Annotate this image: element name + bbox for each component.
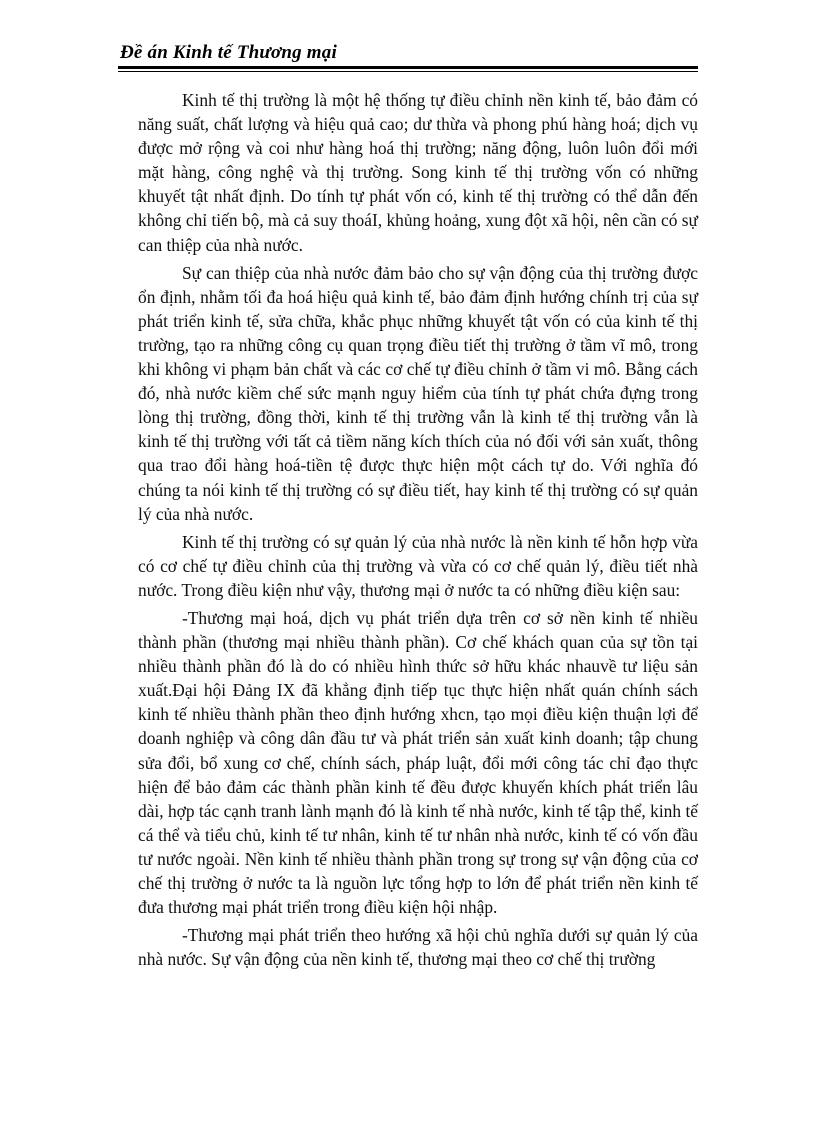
document-body [138,88,698,975]
paragraph-socialist-orientation: -Thương mại phát triển theo hướng xã hội chủ nghĩa dưới sự quản lý của nhà nước. Sự vận động của nền kinh tế, thương mại theo cơ chế thị trường [138,925,698,970]
header-rule-thick [118,66,698,69]
paragraph-mixed-economy: Kinh tế thị trường có sự quản lý của nhà nước là nền kinh tế hỗn hợp vừa có cơ chế tự điều chỉnh của thị trường và vừa có cơ chế quản lý, điều tiết nhà nước. Trong điều kiện như vậy, thương mại ở nước ta có những điều kiện sau: [138,531,698,600]
header-title: Đề án Kinh tế Thương mại [120,42,337,63]
paragraph-multi-sector-trade: -Thương mại hoá, dịch vụ phát triển dựa trên cơ sở nền kinh tế nhiều thành phần (thương mại nhiều thành phần). Cơ chế khách quan của sự tồn tại nhiều thành phần đó là do có nhiều hình thức sở hữu khác nhauvề tư liệu sản xuất.Đại hội Đảng IX đã khẳng định tiếp tục thực hiện nhất quán chính sách kinh tế nhiều thành phần theo định hướng xhcn, tạo mọi điều kiện thuận lợi để doanh nghiệp và công dân đầu tư và phát triển sản xuất kinh doanh; tập chung sửa đổi, bổ xung cơ chế, chính sách, pháp luật, đổi mới công tác chỉ đạo thực hiện để bảo đảm các thành phần kinh tế đều được khuyến khích phát triển lâu dài, hợp tác cạnh tranh lành mạnh đó là kinh tế nhà nước, kinh tế tập thể, kinh tế cá thể và tiểu chủ, kinh tế tư nhân, kinh tế tư nhân nhà nước, kinh tế có vốn đầu tư nước ngoài. Nền kinh tế nhiều thành phần trong sự trong sự vận động của cơ chế thị trường ở nước ta là nguồn lực tổng hợp to lớn để phát triển nền kinh tế đưa thương mại phát triển trong điều kiện hội nhập. [138,607,698,918]
paragraph-market-economy: Kinh tế thị trường là một hệ thống tự điều chỉnh nền kinh tế, bảo đảm có năng suất, chất lượng và hiệu quả cao; dư thừa và phong phú hàng hoá; dịch vụ được mở rộng và coi như hàng hoá thị trường; năng động, luôn luôn đổi mới mặt hàng, công nghệ và thị trường. Song kinh tế thị trường vốn có những khuyết tật nhất định. Do tính tự phát vốn có, kinh tế thị trường có thể dẫn đến không chỉ tiến bộ, mà cả suy thoáI, khủng hoảng, xung đột xã hội, nên cần có sự can thiệp của nhà nước. [138,90,698,255]
header-rule-thin [118,71,698,72]
paragraph-state-intervention: Sự can thiệp của nhà nước đảm bảo cho sự vận động của thị trường được ổn định, nhằm tối đa hoá hiệu quả kinh tế, bảo đảm định hướng chính trị của sự phát triển kinh tế, sửa chữa, khắc phục những khuyết tật vốn có của kinh tế thị trường, tạo ra những công cụ quan trọng điều tiết thị trường ở tầm vĩ mô, trong khi không vi phạm bản chất và các cơ chế tự điều chỉnh ở tầm vi mô. Bằng cách đó, nhà nước kiềm chế sức mạnh nguy hiểm của tính tự phát chứa đựng trong lòng thị trường, đồng thời, kinh tế thị trường vẫn là kinh tế thị trường vẫn là kinh tế thị trường với tất cả tiềm năng kích thích của nó đối với sản xuất, thông qua trao đổi hàng hoá-tiền tệ được thực hiện một cách tự do. Với nghĩa đó chúng ta nói kinh tế thị trường có sự điều tiết, hay kinh tế thị trường có sự quản lý của nhà nước. [138,262,698,524]
page-header [118,36,698,72]
